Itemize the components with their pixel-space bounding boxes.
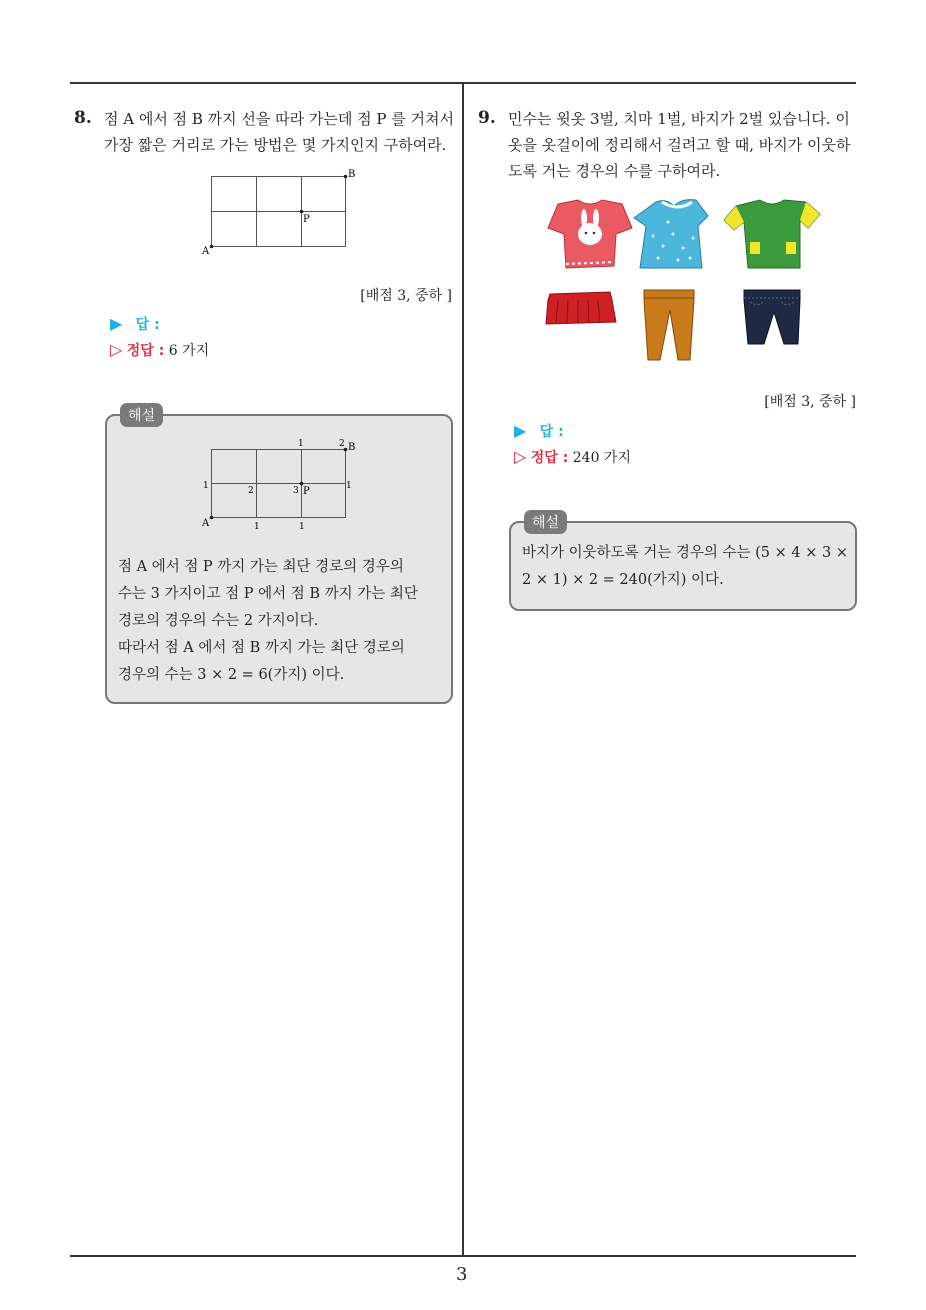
question-9-explanation-text xyxy=(522,540,848,594)
point-b-label: B xyxy=(348,169,356,180)
answer-label: 답 : xyxy=(539,424,564,440)
red-skirt-icon xyxy=(546,292,616,324)
grid-count-label: 3 xyxy=(293,486,299,496)
question-8-explanation-grid xyxy=(196,438,366,532)
point-a-label: A xyxy=(202,518,210,529)
point-b-dot xyxy=(344,175,348,179)
grid-count-label: 1 xyxy=(346,481,352,491)
question-9-number: 9. xyxy=(478,108,496,128)
navy-jeans-icon xyxy=(744,290,800,344)
point-b-label: B xyxy=(348,442,356,453)
question-8-line: 가장 짧은 거리로 가는 방법은 몇 가지인지 구하여라. xyxy=(104,136,447,154)
explanation-line: 바지가 이웃하도록 거는 경우의 수는 (5 × 4 × 3 × xyxy=(522,545,848,561)
column-divider xyxy=(462,84,464,1256)
question-8-score: [배점 3, 중하 ] xyxy=(360,288,452,304)
pink-rabbit-tshirt-icon xyxy=(548,200,632,268)
answer-marker-icon: ▶ xyxy=(110,314,123,333)
question-9-line: 도록 거는 경우의 수를 구하여라. xyxy=(508,162,721,180)
correct-marker-icon: ▷ xyxy=(514,447,527,466)
question-9-line: 민수는 윗옷 3벌, 치마 1벌, 바지가 2벌 있습니다. 이 xyxy=(508,110,850,128)
question-8-explanation-tag: 해설 xyxy=(120,403,163,427)
question-9-score: [배점 3, 중하 ] xyxy=(764,394,856,410)
question-8-grid-diagram xyxy=(196,168,366,260)
point-p-label: P xyxy=(303,486,310,497)
brown-pants-icon xyxy=(644,290,694,360)
grid-count-label: 2 xyxy=(248,486,254,496)
question-8-number: 8. xyxy=(74,108,92,128)
point-p-label: P xyxy=(303,214,310,225)
explanation-line: 경로의 경우의 수는 2 가지이다. xyxy=(118,613,319,629)
correct-value: 6 가지 xyxy=(168,343,210,359)
grid-count-label: 1 xyxy=(203,481,209,491)
correct-marker-icon: ▷ xyxy=(110,340,123,359)
clothing-illustrations xyxy=(538,196,828,366)
answer-marker-icon: ▶ xyxy=(514,421,527,440)
point-p-dot xyxy=(300,210,304,214)
blue-dotted-blouse-icon xyxy=(634,200,708,268)
grid-count-label: 1 xyxy=(254,522,260,532)
explanation-line: 따라서 점 A 에서 점 B 까지 가는 최단 경로의 xyxy=(118,640,405,656)
answer-label: 답 : xyxy=(135,317,160,333)
question-9-line: 옷을 옷걸이에 정리해서 걸려고 할 때, 바지가 이웃하 xyxy=(508,136,851,154)
question-9-correct-row xyxy=(514,447,631,467)
explanation-line: 경우의 수는 3 × 2 = 6(가지) 이다. xyxy=(118,667,345,683)
explanation-line: 2 × 1) × 2 = 240(가지) 이다. xyxy=(522,572,724,588)
bottom-rule xyxy=(70,1255,856,1257)
grid-count-label: 2 xyxy=(339,439,345,449)
grid-count-label: 1 xyxy=(299,522,305,532)
correct-label: 정답 : xyxy=(126,343,165,359)
question-8-text xyxy=(104,106,454,158)
explanation-line: 수는 3 가지이고 점 P 에서 점 B 까지 가는 최단 xyxy=(118,586,418,602)
question-9-answer-row xyxy=(514,421,564,441)
question-8-answer-row xyxy=(110,314,160,334)
question-8-explanation-text xyxy=(118,554,418,689)
point-a-label: A xyxy=(202,246,210,257)
grid-count-label: 1 xyxy=(298,439,304,449)
question-8-line: 점 A 에서 점 B 까지 선을 따라 가는데 점 P 를 거쳐서 xyxy=(104,110,454,128)
correct-value: 240 가지 xyxy=(572,450,631,466)
explanation-line: 점 A 에서 점 P 까지 가는 최단 경로의 경우의 xyxy=(118,559,404,575)
page-number: 3 xyxy=(456,1264,468,1285)
correct-label: 정답 : xyxy=(530,450,569,466)
question-9-text xyxy=(508,106,850,184)
question-9-explanation-tag: 해설 xyxy=(524,510,567,534)
question-8-correct-row xyxy=(110,340,209,360)
point-a-dot xyxy=(210,245,214,249)
green-yellow-top-icon xyxy=(724,200,820,268)
